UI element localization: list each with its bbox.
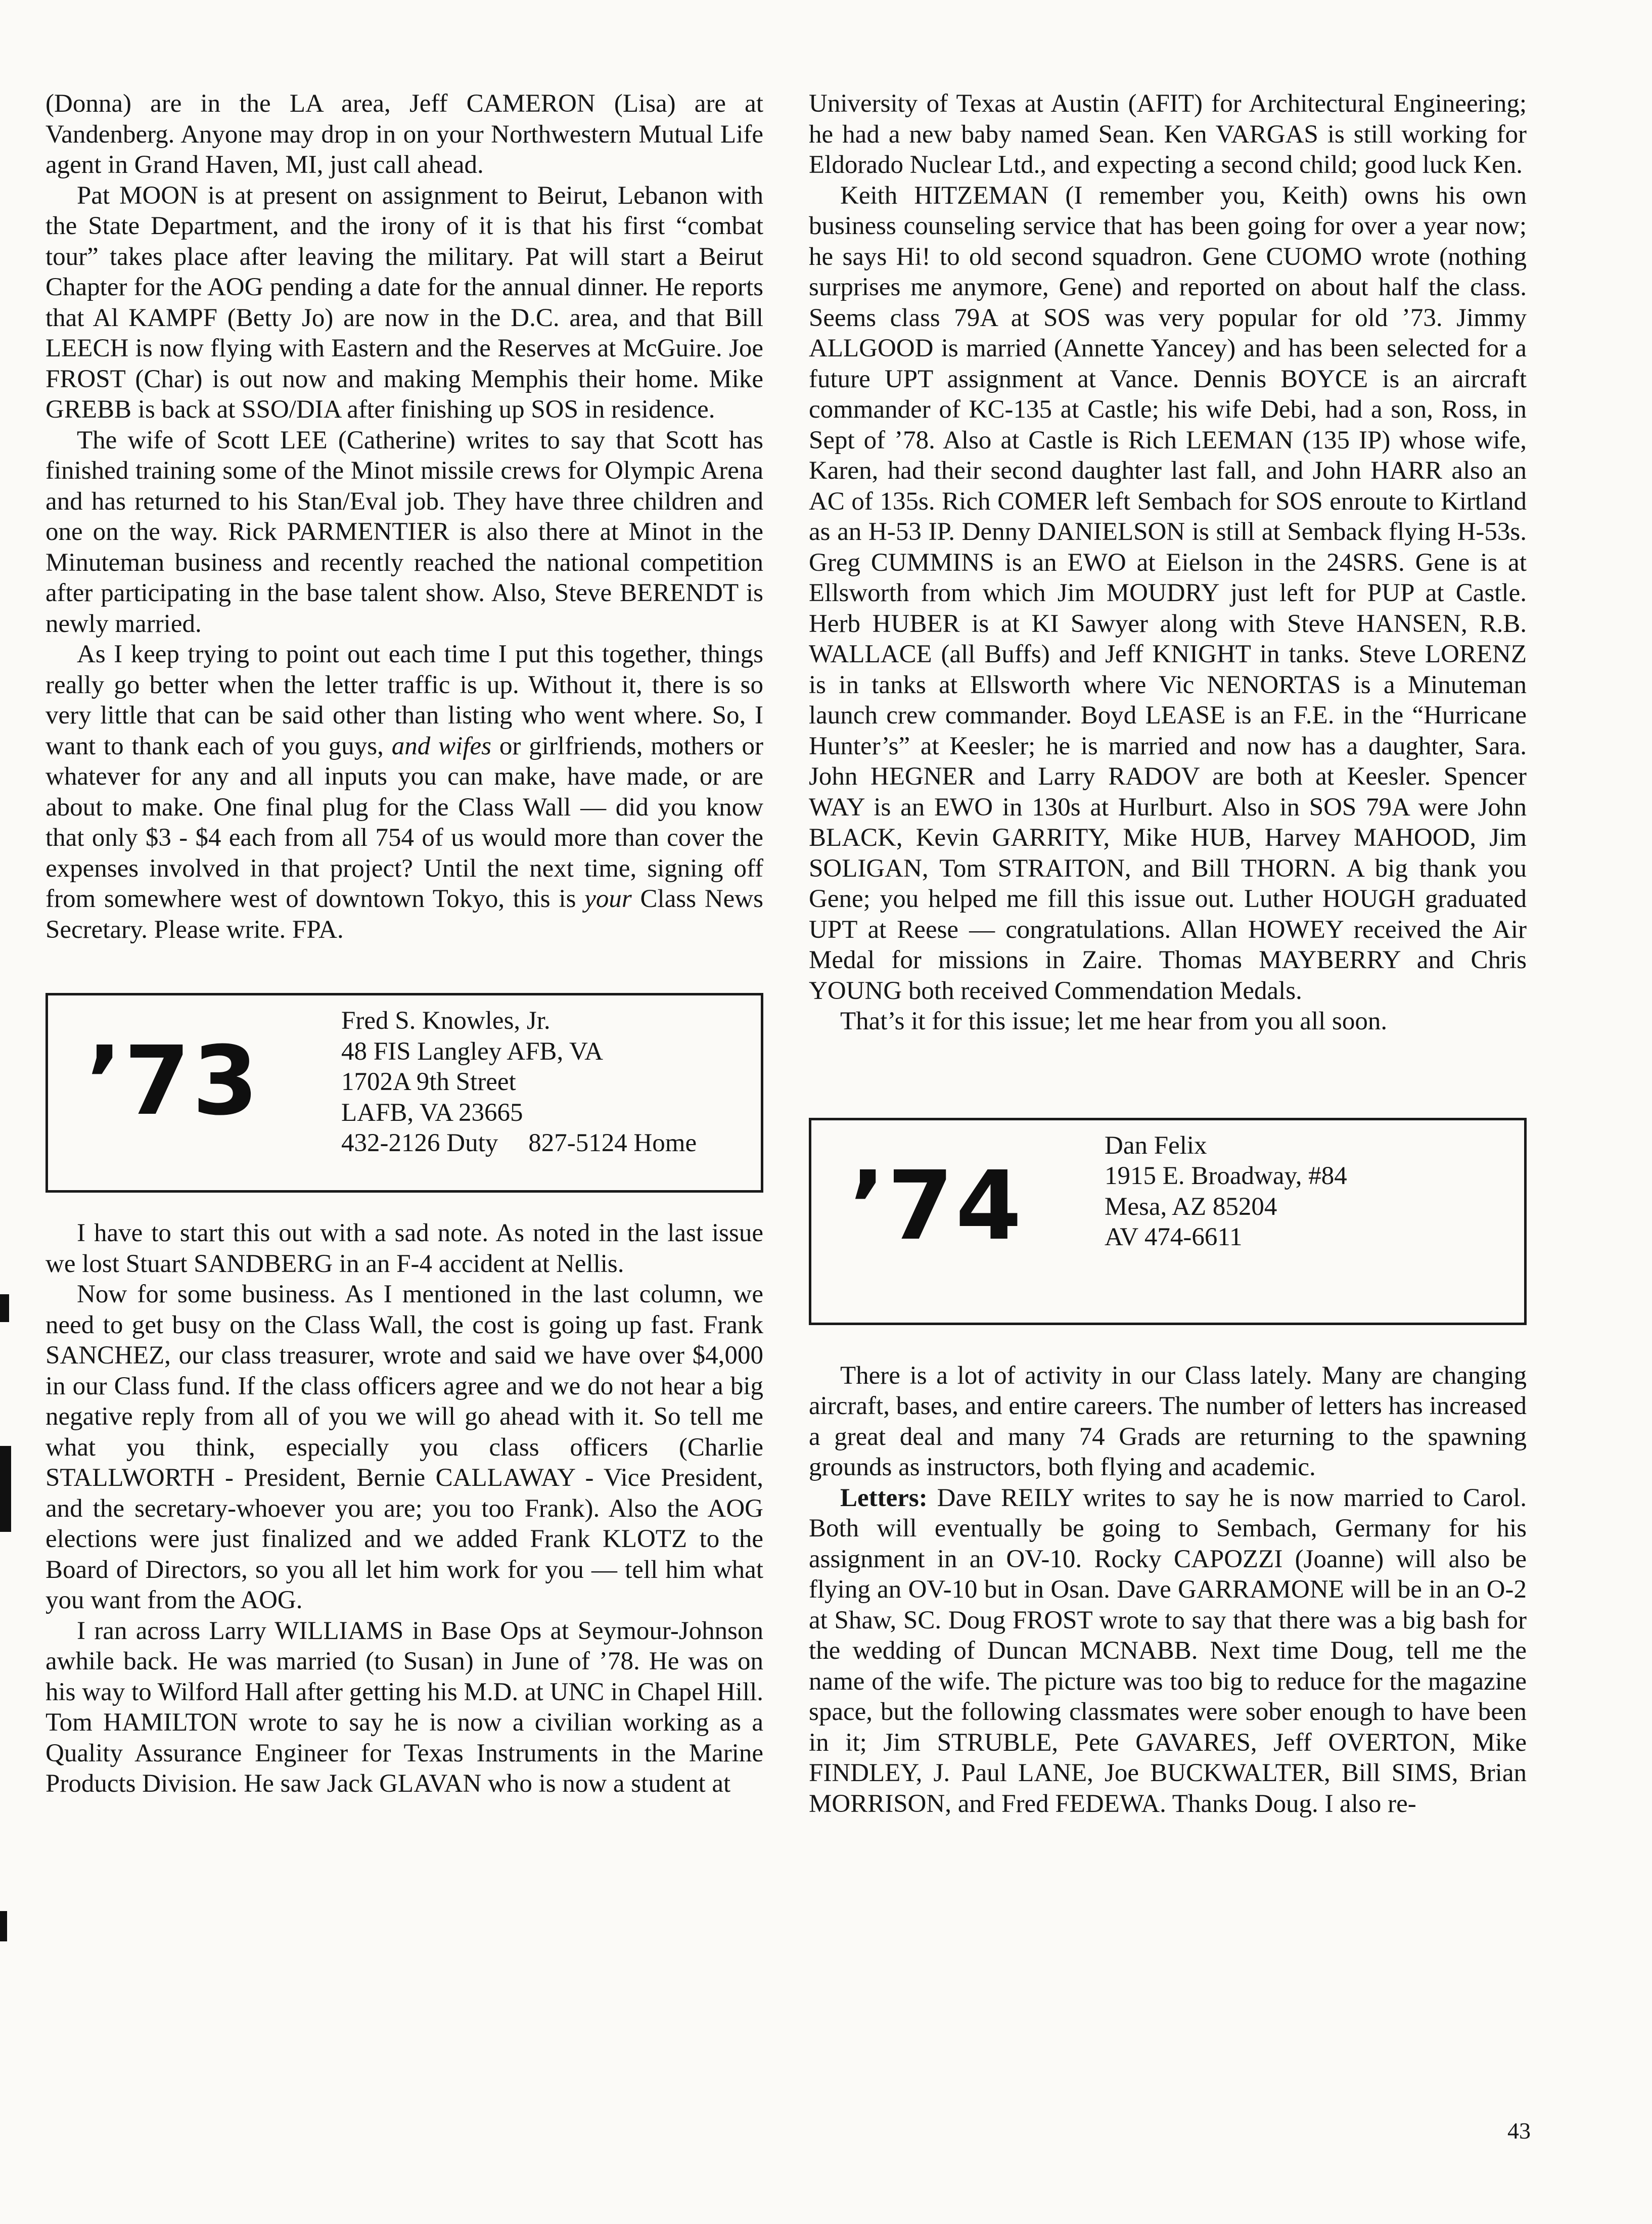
paragraph: The wife of Scott LEE (Catherine) writes to say that Scott has finished training some of the Minot missile crews for Olympic Arena and has returned to his Stan/Eval job. They have three children and one on the way. Rick PARMENTIER is also there at Minot in the Minuteman business and recently reached the national competition after participating in the base talent show. Also, Steve BERENDT is newly married.	[45, 426, 763, 638]
text-run: or girlfriends, mothers or whatever for any and all inputs you can make, have made, or are about to make. One final plug for the Class Wall — did you know that only $3 - $4 each from all 754 of us would more than cover the expenses involved in that project? Until the next time, signing off from somewhere west of downtown Tokyo, this is	[45, 732, 764, 913]
binding-mark	[0, 1294, 9, 1322]
paragraph: Pat MOON is at present on assignment to Beirut, Lebanon with the State Department, and the irony of it is that his first “combat tour” takes place after leaving the military. Pat will start a Beirut Chapter for the AOG pending a date for the annual dinner. He reports that Al KAMPF (Betty Jo) are now in the D.C. area, and that Bill LEECH is now flying with Eastern and the Reserves at McGuire. Joe FROST (Char) is out now and making Memphis their home. Mike GREBB is back at SSO/DIA after finishing up SOS in residence.	[45, 181, 763, 424]
secretary-name: Fred S. Knowles, Jr.	[341, 1007, 550, 1035]
class-year-73: ’73	[86, 1026, 261, 1137]
phone-duty: 432-2126 Duty	[341, 1129, 498, 1157]
left-column	[45, 88, 763, 1799]
binding-mark	[0, 1911, 7, 1941]
address-line: 1915 E. Broadway, #84	[1105, 1162, 1347, 1190]
paragraph: There is a lot of activity in our Class lately. Many are changing aircraft, bases, and entire careers. The number of letters has increased a great deal and many 74 Grads are returning to the spawning grounds as instructors, both flying and academic.	[809, 1361, 1527, 1481]
class-secretary-address	[341, 1006, 697, 1159]
class-73-header-box	[45, 993, 763, 1193]
phone-home: 827-5124 Home	[528, 1129, 697, 1157]
paragraph	[809, 1483, 1527, 1820]
right-column	[809, 88, 1527, 1819]
paragraph: That’s it for this issue; let me hear from you all soon.	[840, 1007, 1388, 1035]
paragraph: Now for some business. As I mentioned in the last column, we need to get busy on the Class Wall, the cost is going up fast. Frank SANCHEZ, our class treasurer, wrote and said we have over $4,000 in our Class fund. If the class officers agree and we do not hear a big negative reply from all of you we will go ahead with it. So tell me what you think, especially you class officers (Charlie STALLWORTH - President, Bernie CALLAWAY - Vice President, and the secretary-whoever you are; you too Frank). Also the AOG elections were just finalized and we added Frank KLOTZ to the Board of Directors, so you all let him work for you — tell him what you want from the AOG.	[45, 1280, 763, 1614]
page-number: 43	[1507, 2118, 1531, 2144]
class-secretary-address	[1105, 1130, 1347, 1253]
text-run: Dave REILY writes to say he is now married to Carol. Both will eventually be going to Sembach, Germany for his assignment in an OV-10. Rocky CAPOZZI (Joanne) will also be flying an OV-10 but in Osan. Dave GARRAMONE will be in an O-2 at Shaw, SC. Doug FROST wrote to say that there was a big bash for the wedding of Duncan MCNABB. Next time Doug, tell me the name of the wife. The picture was too big to reduce for the magazine space, but the following classmates were sober enough to have been in it; Jim STRUBLE, Pete GAVARES, Jeff OVERTON, Mike FINDLEY, J. Paul LANE, Joe BUCKWALTER, Bill SIMS, Brian MORRISON, and Fred FEDEWA. Thanks Doug. I also re-	[809, 1483, 1527, 1818]
address-line: AV 474-6611	[1105, 1223, 1243, 1251]
class-74-header-box	[809, 1118, 1527, 1325]
emphasis: and wifes	[391, 732, 492, 760]
text-run: Class News Secretary. Please write. FPA.	[45, 885, 763, 944]
section-lead: Letters:	[840, 1483, 928, 1512]
binding-mark	[0, 1446, 11, 1532]
address-line: LAFB, VA 23665	[341, 1098, 523, 1127]
emphasis: your	[584, 885, 632, 913]
paragraph: Keith HITZEMAN (I remember you, Keith) owns his own business counseling service that has been going for over a year now; he says Hi! to old second squadron. Gene CUOMO wrote (nothing surprises me anymore, Gene) and reported on about half the class. Seems class 79A at SOS was very popular for old ’73. Jimmy ALLGOOD is married (Annette Yancey) and has been selected for a future UPT assignment at Vance. Dennis BOYCE is an aircraft commander of KC-135 at Castle; his wife Debi, had a son, Ross, in Sept of ’78. Also at Castle is Rich LEEMAN (135 IP) whose wife, Karen, had their second daughter last fall, and John HARR also an AC of 135s. Rich COMER left Sembach for SOS enroute to Kirtland as an H-53 IP. Denny DANIELSON is still at Semback flying H-53s. Greg CUMMINS is an EWO at Eielson in the 24SRS. Gene is at Ellsworth from which Jim MOUDRY just left for PUP at Castle. Herb HUBER is at KI Sawyer along with Steve HANSEN, R.B. WALLACE (all Buffs) and Jeff KNIGHT in tanks. Steve LORENZ is in tanks at Ellsworth where Vic NENORTAS is a Minuteman launch crew commander. Boyd LEASE is an F.E. in the “Hurricane Hunter’s” at Keesler; he is married and now has a daughter, Sara. John HEGNER and Larry RADOV are both at Keesler. Spencer WAY is an EWO in 130s at Hurlburt. Also in SOS 79A were John BLACK, Kevin GARRITY, Mike HUB, Harvey MAHOOD, Jim SOLIGAN, Tom STRAITON, and Bill THORN. A big thank you Gene; you helped me fill this issue out. Luther HOUGH graduated UPT at Reese — congratulations. Allan HOWEY received the Air Medal for missions in Zaire. Thomas MAYBERRY and Chris YOUNG both received Commendation Medals.	[809, 181, 1527, 1005]
paragraph: I have to start this out with a sad note. As noted in the last issue we lost Stuart SANDBERG in an F-4 accident at Nellis.	[45, 1219, 763, 1278]
text-run: As I keep trying to point out each time I put this together, things really go better when the letter traffic is up. Without it, there is so very little that can be said other than listing who went where. So, I want to thank each of you guys,	[45, 640, 763, 760]
address-line: Mesa, AZ 85204	[1105, 1192, 1277, 1221]
paragraph	[45, 639, 763, 945]
class-year-74: ’74	[849, 1150, 1024, 1261]
address-line: 48 FIS Langley AFB, VA	[341, 1037, 604, 1066]
address-line: 1702A 9th Street	[341, 1068, 516, 1096]
secretary-name: Dan Felix	[1105, 1131, 1207, 1160]
paragraph: I ran across Larry WILLIAMS in Base Ops at Seymour-Johnson awhile back. He was married (to Susan) in June of ’78. He was on his way to Wilford Hall after getting his M.D. at UNC in Chapel Hill. Tom HAMILTON wrote to say he is now a civilian working as a Quality Assurance Engineer for Texas Instruments in the Marine Products Division. He saw Jack GLAVAN who is now a student at	[45, 1616, 763, 1798]
phone-line	[341, 1128, 697, 1159]
paragraph: University of Texas at Austin (AFIT) for Architectural Engineering; he had a new baby named Sean. Ken VARGAS is still working for Eldorado Nuclear Ltd., and expecting a second child; good luck Ken.	[809, 89, 1527, 179]
paragraph: (Donna) are in the LA area, Jeff CAMERON (Lisa) are at Vandenberg. Anyone may drop in on your Northwestern Mutual Life agent in Grand Haven, MI, just call ahead.	[45, 89, 763, 179]
